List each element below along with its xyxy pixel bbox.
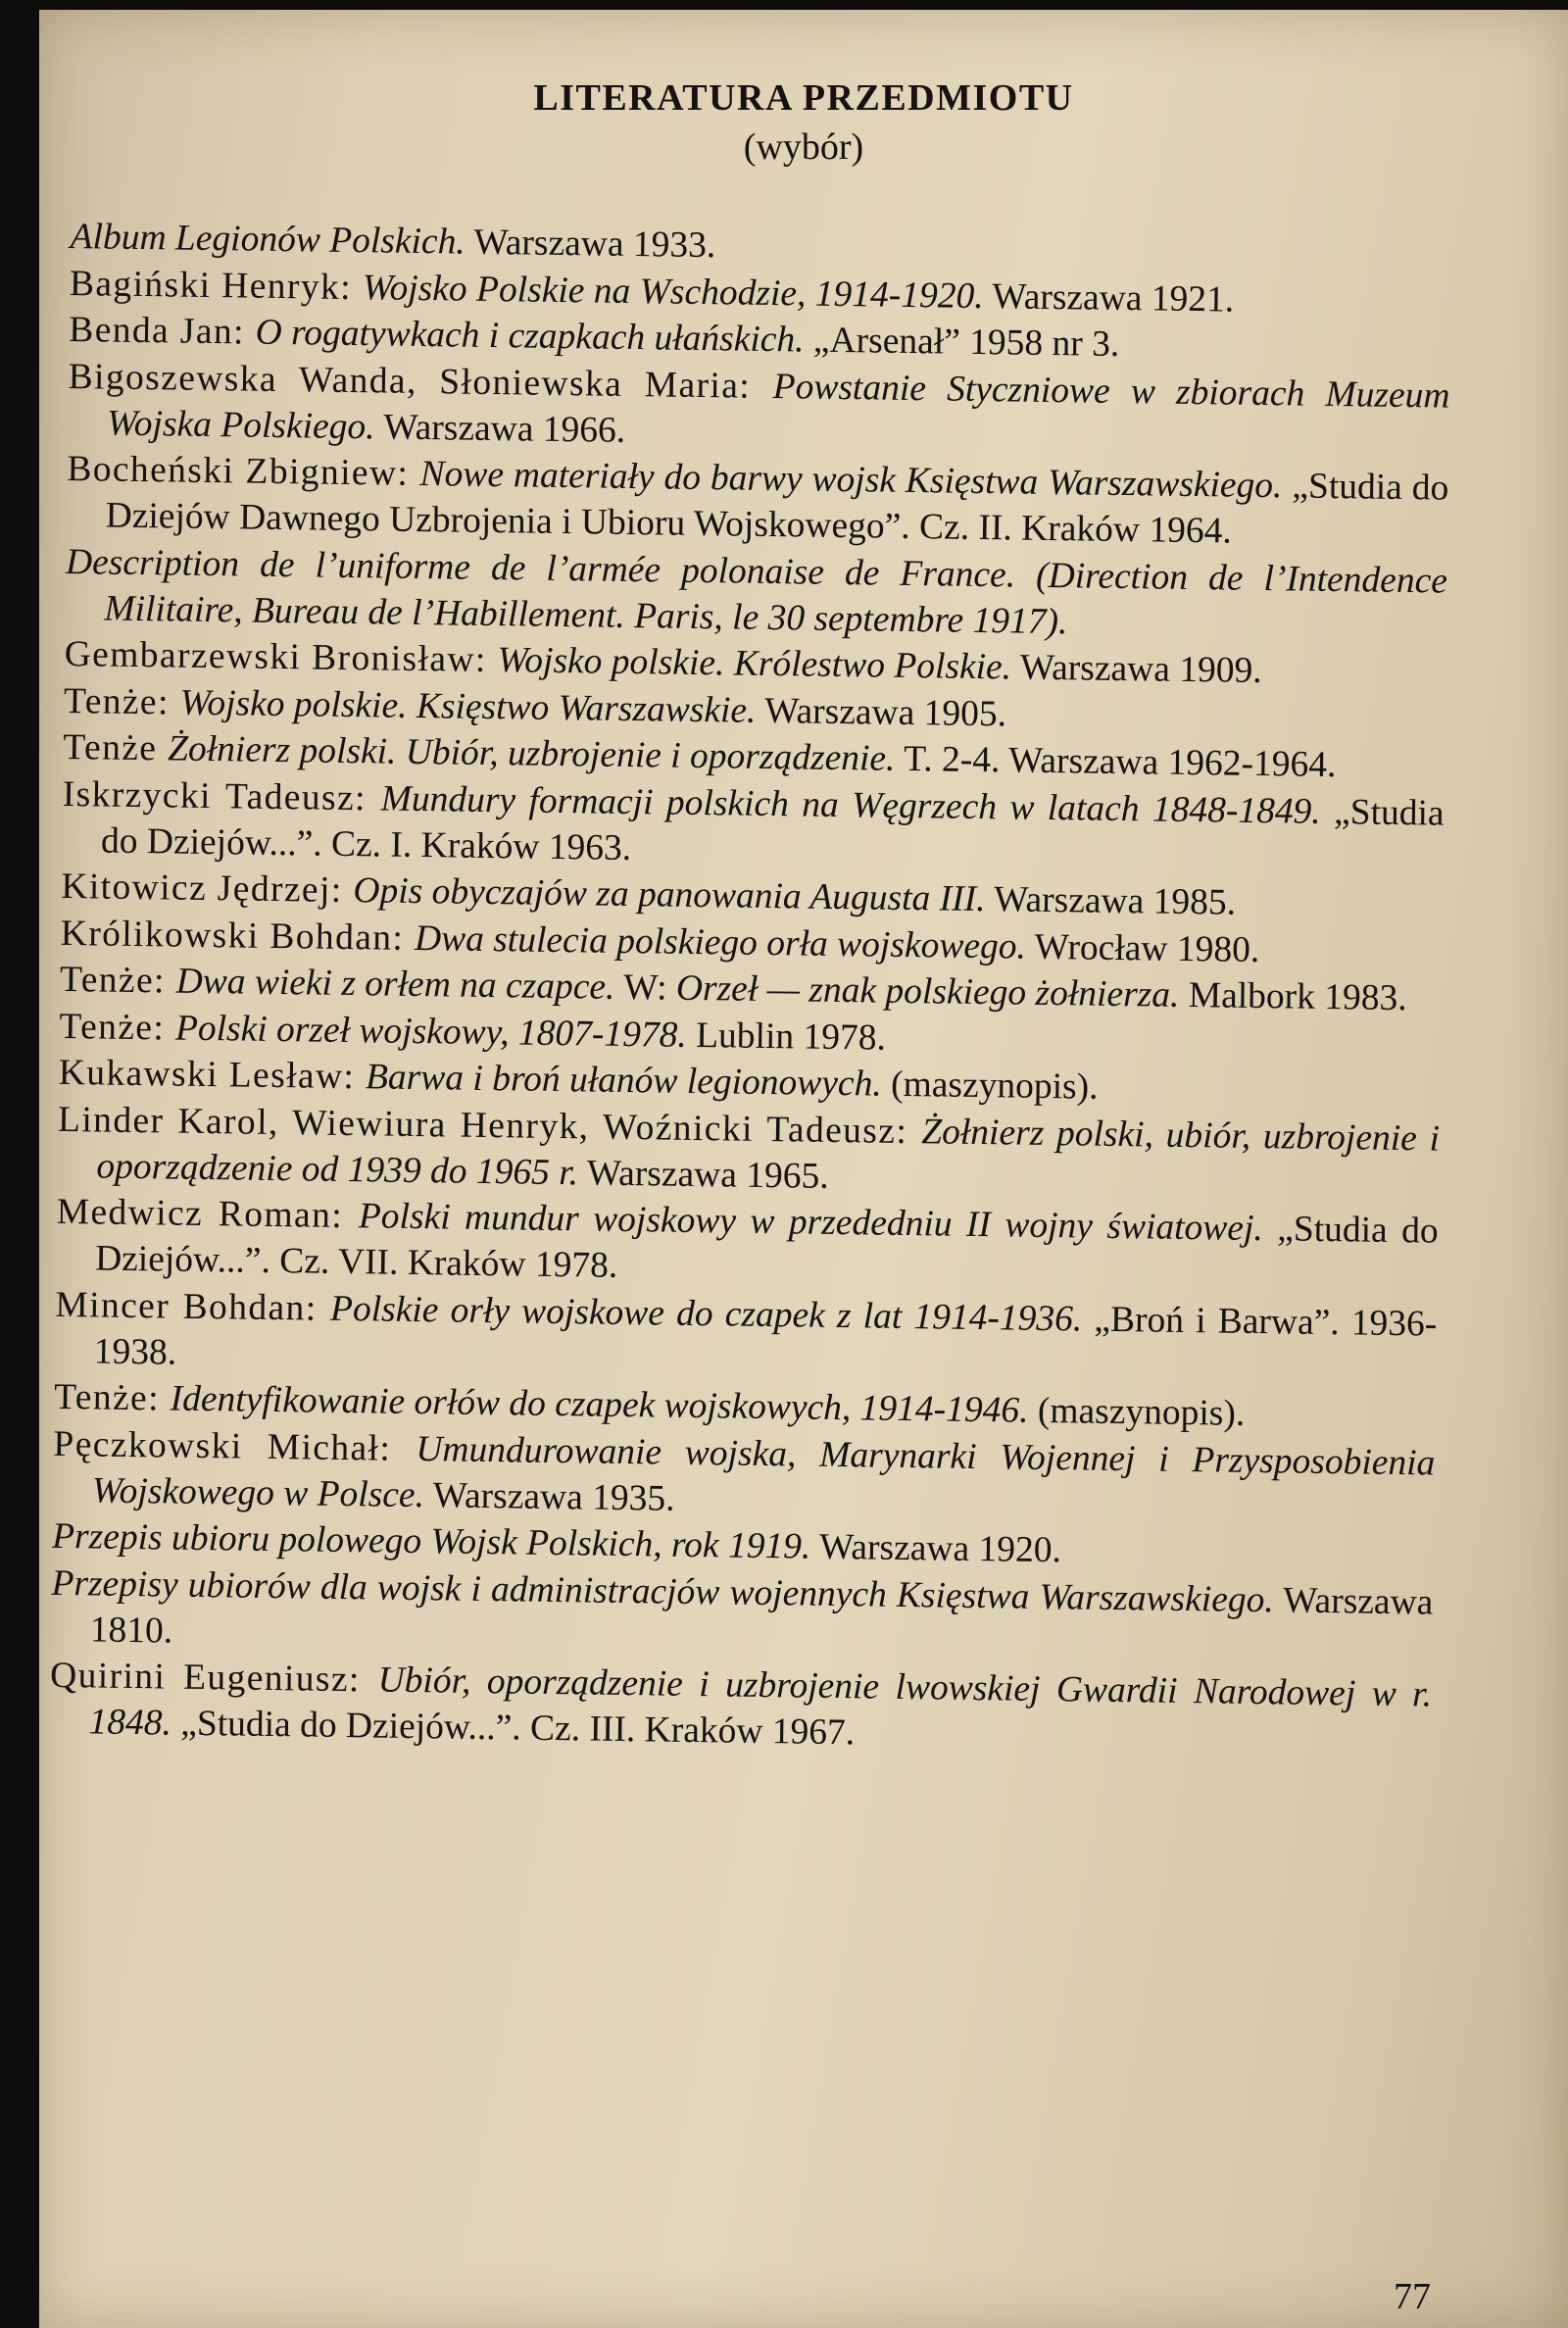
entry-title: Polskie orły wojskowe do czapek z lat 1914-1936.	[329, 1288, 1083, 1340]
entry-title: Identyfikowanie orłów do czapek wojskowych, 1914-1946.	[170, 1378, 1029, 1431]
book-page	[39, 10, 1568, 2328]
entry-author: Tenże:	[59, 1006, 176, 1049]
entry-details: Wrocław 1980.	[1025, 926, 1260, 970]
entry-details-2: Malbork 1983.	[1179, 974, 1407, 1019]
entry-details: Lublin 1978.	[686, 1015, 887, 1059]
entry-title: Nowe materiały do barwy wojsk Księstwa Warszawskiego.	[419, 454, 1283, 507]
entry-title: Polski orzeł wojskowy, 1807-1978.	[174, 1008, 688, 1056]
entry-author: Tenże:	[59, 959, 176, 1002]
entry-details: „Broń i Barwa”. 1936-1938.	[93, 1299, 1438, 1373]
entry-author: Mincer Bohdan:	[55, 1284, 331, 1329]
entry-title: Przepis ubioru polowego Wojsk Polskich, rok 1919.	[51, 1515, 811, 1567]
entry-details: (maszynopis).	[1028, 1390, 1246, 1434]
entry-author: Bocheński Zbigniew:	[67, 448, 420, 495]
entry-details: Warszawa 1985.	[985, 879, 1237, 923]
entry-title: O rogatywkach i czapkach ułańskich.	[255, 312, 805, 361]
entry-title: Powstanie Styczniowe w zbiorach Muzeum Wojska Polskiego.	[106, 366, 1450, 447]
entry-title: Wojsko polskie. Księstwo Warszawskie.	[179, 682, 757, 731]
entry-author: Iskrzycki Tadeusz:	[62, 773, 381, 818]
entry-author: Medwicz Roman:	[56, 1191, 360, 1237]
entry-author: Kukawski Lesław:	[58, 1052, 367, 1098]
bibliography-list	[49, 214, 1452, 1764]
entry-author: Gembarzewski Bronisław:	[64, 633, 498, 681]
entry-title: Barwa i broń ułanów legionowych.	[365, 1057, 883, 1105]
entry-details: Warszawa 1965.	[577, 1152, 829, 1197]
entry-author: Kitowicz Jędrzej:	[61, 866, 354, 912]
entry-author: Bigoszewska Wanda, Słoniewska Maria:	[68, 356, 774, 407]
entry-details: „Arsenał” 1958 nr 3.	[804, 320, 1120, 365]
entry-title-2: Orzeł — znak polskiego żołnierza.	[675, 967, 1180, 1015]
entry-author: Bagiński Henryk:	[69, 263, 364, 308]
entry-title: Polski mundur wojskowy w przededniu II wojny światowej.	[358, 1196, 1264, 1250]
entry-title: Dwa wieki z orłem na czapce.	[175, 961, 615, 1008]
page-subtitle: (wybór)	[743, 126, 864, 168]
entry-title: Opis obyczajów za panowania Augusta III.	[353, 870, 986, 920]
entry-title: Dwa stulecia polskiego orła wojskowego.	[414, 917, 1027, 967]
entry-details: „Studia do Dziejów...”. Cz. I. Kraków 1963.	[100, 791, 1445, 868]
entry-author: Linder Karol, Wiewiura Henryk, Woźnicki Tadeusz:	[57, 1099, 922, 1152]
entry-title: Ubiór, oporządzenie i uzbrojenie lwowskiej Gwardii Narodowej w r. 1848.	[88, 1659, 1433, 1744]
bibliography-entry	[66, 446, 1448, 558]
bibliography-entry	[56, 1189, 1439, 1301]
entry-details: Warszawa 1921.	[983, 275, 1235, 321]
page-number: 77	[1394, 2276, 1431, 2317]
entry-author: Tenże:	[63, 680, 180, 723]
entry-title: Żołnierz polski. Ubiór, uzbrojenie i oporządzenie.	[167, 728, 896, 779]
entry-title: Album Legionów Polskich.	[70, 216, 466, 263]
entry-title: Wojsko polskie. Królestwo Polskie.	[497, 640, 1012, 688]
entry-details: „Studia do Dziejów...”. Cz. VII. Kraków 1978.	[94, 1209, 1439, 1286]
entry-details: Warszawa 1905.	[756, 690, 1007, 734]
entry-details: W:	[614, 966, 677, 1009]
entry-details: Warszawa 1933.	[465, 222, 716, 267]
bibliography-entry	[49, 1653, 1432, 1764]
entry-author: Tenże	[63, 726, 169, 769]
entry-title: Description de l’uniforme de l’armée polonaise de France. (Direction de l’Intendence Militaire, Bureau de l’Habillement. Paris, le 30 septembre 1917).	[65, 541, 1448, 642]
entry-title: Przepisy ubiorów dla wojsk i administracjów wojennych Księstwa Warszawskiego.	[51, 1562, 1275, 1620]
entry-details: Warszawa 1920.	[810, 1526, 1062, 1571]
entry-author: Królikowski Bohdan:	[60, 913, 416, 959]
entry-details: Warszawa 1810.	[89, 1579, 1434, 1652]
entry-details: „Studia do Dziejów Dawnego Uzbrojenia i Ubioru Wojskowego”. Cz. II. Kraków 1964.	[105, 466, 1449, 552]
entry-title: Żołnierz polski, ubiór, uzbrojenie i oporządzenie od 1939 do 1965 r.	[96, 1111, 1441, 1193]
entry-details: Warszawa 1966.	[374, 406, 626, 451]
entry-details: „Studia do Dziejów...”. Cz. III. Kraków 1967.	[171, 1703, 856, 1754]
entry-details: T. 2-4. Warszawa 1962-1964.	[895, 738, 1337, 786]
entry-details: Warszawa 1935.	[423, 1474, 675, 1519]
entry-author: Benda Jan:	[69, 309, 256, 353]
entry-author: Tenże:	[53, 1376, 171, 1419]
entry-title: Mundury formacji polskich na Węgrzech w latach 1848-1849.	[380, 777, 1322, 832]
page-title: LITERATURA PRZEDMIOTU	[533, 77, 1074, 119]
entry-title: Umundurowanie wojska, Marynarki Wojennej i Przysposobienia Wojskowego w Polsce.	[91, 1428, 1436, 1515]
entry-title: Wojsko Polskie na Wschodzie, 1914-1920.	[362, 267, 984, 317]
entry-author: Quirini Eugeniusz:	[49, 1655, 378, 1701]
entry-author: Pęczkowski Michał:	[53, 1423, 416, 1469]
entry-details: (maszynopis).	[881, 1064, 1099, 1108]
entry-details: Warszawa 1909.	[1010, 647, 1262, 692]
